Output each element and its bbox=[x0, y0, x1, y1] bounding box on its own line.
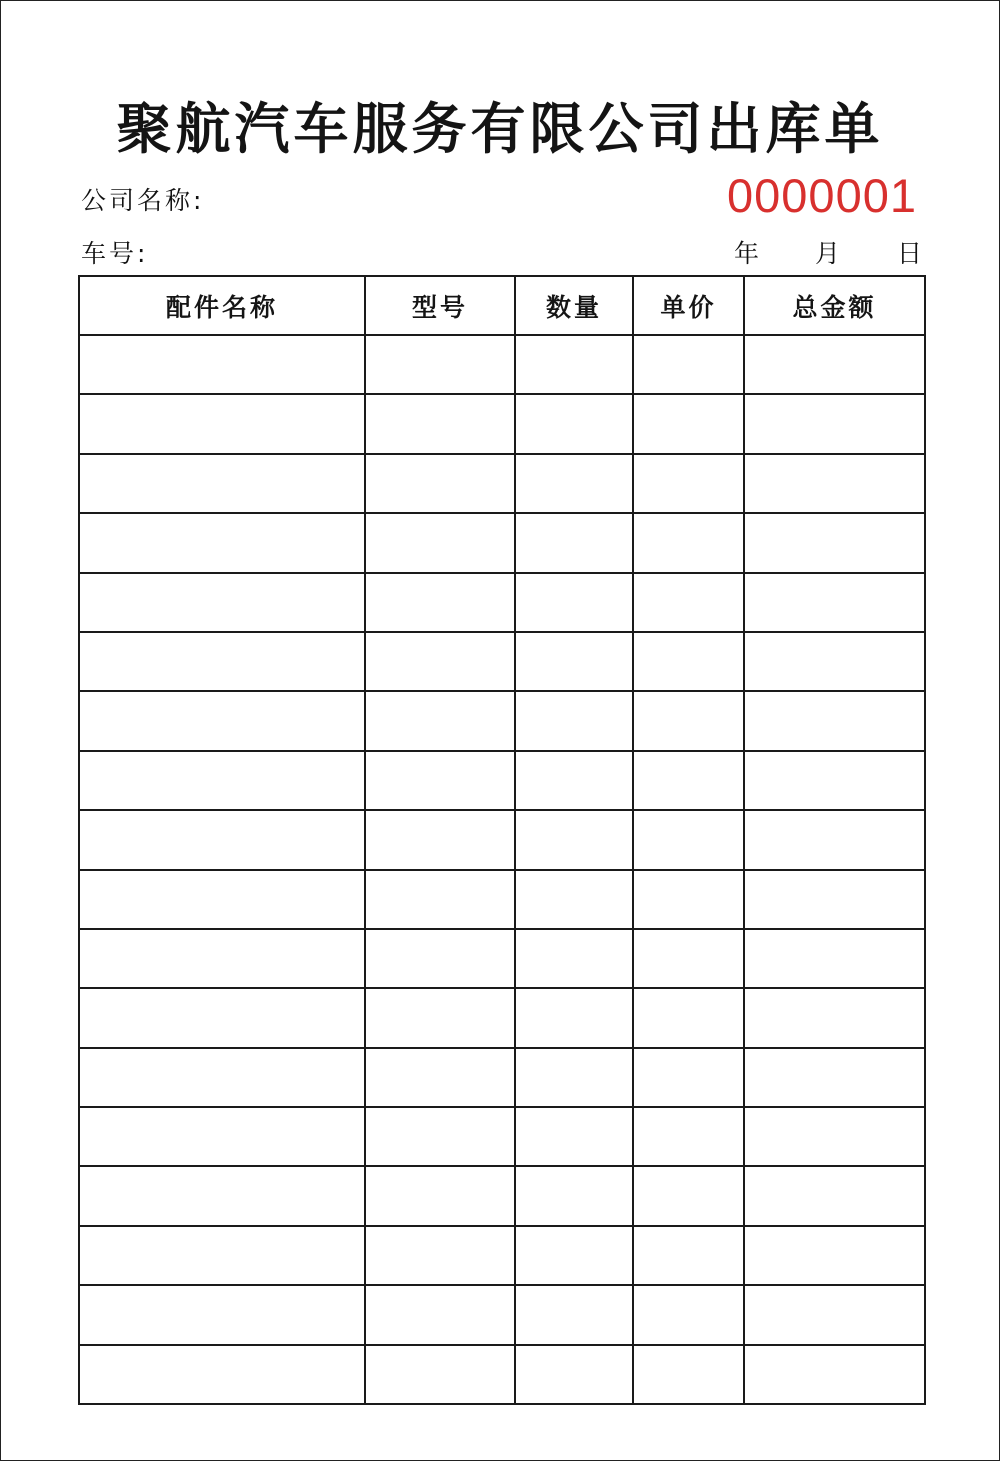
cell-total-amount bbox=[744, 573, 925, 632]
cell-total-amount bbox=[744, 335, 925, 394]
cell-unit-price bbox=[633, 454, 744, 513]
company-name-label: 公司名称: bbox=[81, 186, 205, 215]
cell-total-amount bbox=[744, 870, 925, 929]
cell-total-amount bbox=[744, 394, 925, 453]
cell-quantity bbox=[515, 454, 633, 513]
header-unit-price: 单价 bbox=[633, 276, 744, 335]
cell-total-amount bbox=[744, 751, 925, 810]
cell-model bbox=[365, 1345, 515, 1404]
date-year-label: 年 bbox=[734, 239, 760, 268]
table-row bbox=[79, 988, 925, 1047]
cell-quantity bbox=[515, 1048, 633, 1107]
table-row bbox=[79, 1048, 925, 1107]
table-row bbox=[79, 454, 925, 513]
cell-part-name bbox=[79, 1166, 365, 1225]
cell-model bbox=[365, 870, 515, 929]
cell-unit-price bbox=[633, 1285, 744, 1344]
cell-part-name bbox=[79, 929, 365, 988]
cell-quantity bbox=[515, 1285, 633, 1344]
table-row bbox=[79, 394, 925, 453]
cell-part-name bbox=[79, 870, 365, 929]
table-row bbox=[79, 870, 925, 929]
cell-quantity bbox=[515, 632, 633, 691]
header-model: 型号 bbox=[365, 276, 515, 335]
cell-unit-price bbox=[633, 513, 744, 572]
cell-model bbox=[365, 1166, 515, 1225]
cell-total-amount bbox=[744, 929, 925, 988]
cell-quantity bbox=[515, 1166, 633, 1225]
table-row bbox=[79, 751, 925, 810]
table-row bbox=[79, 1107, 925, 1166]
cell-model bbox=[365, 988, 515, 1047]
cell-total-amount bbox=[744, 691, 925, 750]
cell-model bbox=[365, 394, 515, 453]
cell-model bbox=[365, 454, 515, 513]
cell-total-amount bbox=[744, 810, 925, 869]
cell-unit-price bbox=[633, 810, 744, 869]
cell-model bbox=[365, 573, 515, 632]
cell-unit-price bbox=[633, 929, 744, 988]
table-row bbox=[79, 810, 925, 869]
table-row bbox=[79, 335, 925, 394]
cell-part-name bbox=[79, 394, 365, 453]
cell-quantity bbox=[515, 1107, 633, 1166]
cell-part-name bbox=[79, 810, 365, 869]
cell-unit-price bbox=[633, 335, 744, 394]
table-row bbox=[79, 1345, 925, 1404]
table-row bbox=[79, 632, 925, 691]
cell-quantity bbox=[515, 810, 633, 869]
cell-quantity bbox=[515, 929, 633, 988]
form-title: 聚航汽车服务有限公司出库单 bbox=[116, 96, 884, 161]
date-month-label: 月 bbox=[815, 239, 841, 268]
cell-unit-price bbox=[633, 1166, 744, 1225]
cell-part-name bbox=[79, 1285, 365, 1344]
cell-part-name bbox=[79, 988, 365, 1047]
table-row bbox=[79, 1285, 925, 1344]
cell-part-name bbox=[79, 1107, 365, 1166]
cell-unit-price bbox=[633, 394, 744, 453]
cell-part-name bbox=[79, 573, 365, 632]
cell-quantity bbox=[515, 751, 633, 810]
cell-unit-price bbox=[633, 988, 744, 1047]
cell-model bbox=[365, 691, 515, 750]
cell-model bbox=[365, 751, 515, 810]
cell-total-amount bbox=[744, 1107, 925, 1166]
cell-quantity bbox=[515, 335, 633, 394]
cell-unit-price bbox=[633, 1345, 744, 1404]
cell-total-amount bbox=[744, 454, 925, 513]
table-row bbox=[79, 513, 925, 572]
cell-unit-price bbox=[633, 691, 744, 750]
header-quantity: 数量 bbox=[515, 276, 633, 335]
cell-unit-price bbox=[633, 632, 744, 691]
cell-total-amount bbox=[744, 1048, 925, 1107]
items-table bbox=[78, 275, 926, 1405]
cell-quantity bbox=[515, 513, 633, 572]
cell-part-name bbox=[79, 1226, 365, 1285]
items-table-body bbox=[79, 335, 925, 1404]
cell-quantity bbox=[515, 573, 633, 632]
cell-quantity bbox=[515, 394, 633, 453]
table-row bbox=[79, 1226, 925, 1285]
table-header-row bbox=[79, 276, 925, 335]
cell-unit-price bbox=[633, 751, 744, 810]
cell-total-amount bbox=[744, 513, 925, 572]
header-part-name: 配件名称 bbox=[79, 276, 365, 335]
cell-model bbox=[365, 1107, 515, 1166]
cell-model bbox=[365, 513, 515, 572]
cell-part-name bbox=[79, 1048, 365, 1107]
date-day-label: 日 bbox=[897, 239, 923, 268]
cell-part-name bbox=[79, 751, 365, 810]
table-row bbox=[79, 691, 925, 750]
cell-total-amount bbox=[744, 632, 925, 691]
cell-quantity bbox=[515, 988, 633, 1047]
cell-unit-price bbox=[633, 870, 744, 929]
cell-total-amount bbox=[744, 988, 925, 1047]
cell-part-name bbox=[79, 691, 365, 750]
cell-unit-price bbox=[633, 573, 744, 632]
cell-total-amount bbox=[744, 1285, 925, 1344]
cell-part-name bbox=[79, 513, 365, 572]
cell-total-amount bbox=[744, 1345, 925, 1404]
cell-model bbox=[365, 1226, 515, 1285]
table-row bbox=[79, 929, 925, 988]
table-row bbox=[79, 1166, 925, 1225]
cell-quantity bbox=[515, 870, 633, 929]
table-row bbox=[79, 573, 925, 632]
cell-part-name bbox=[79, 454, 365, 513]
cell-model bbox=[365, 1285, 515, 1344]
cell-part-name bbox=[79, 1345, 365, 1404]
cell-model bbox=[365, 929, 515, 988]
cell-quantity bbox=[515, 1345, 633, 1404]
cell-total-amount bbox=[744, 1166, 925, 1225]
car-number-label: 车号: bbox=[81, 239, 149, 268]
cell-unit-price bbox=[633, 1107, 744, 1166]
cell-part-name bbox=[79, 632, 365, 691]
cell-model bbox=[365, 1048, 515, 1107]
cell-model bbox=[365, 810, 515, 869]
cell-quantity bbox=[515, 1226, 633, 1285]
cell-model bbox=[365, 632, 515, 691]
cell-model bbox=[365, 335, 515, 394]
header-total-amount: 总金额 bbox=[744, 276, 925, 335]
cell-unit-price bbox=[633, 1048, 744, 1107]
cell-quantity bbox=[515, 691, 633, 750]
serial-number: 0000001 bbox=[727, 169, 917, 222]
cell-unit-price bbox=[633, 1226, 744, 1285]
cell-part-name bbox=[79, 335, 365, 394]
cell-total-amount bbox=[744, 1226, 925, 1285]
